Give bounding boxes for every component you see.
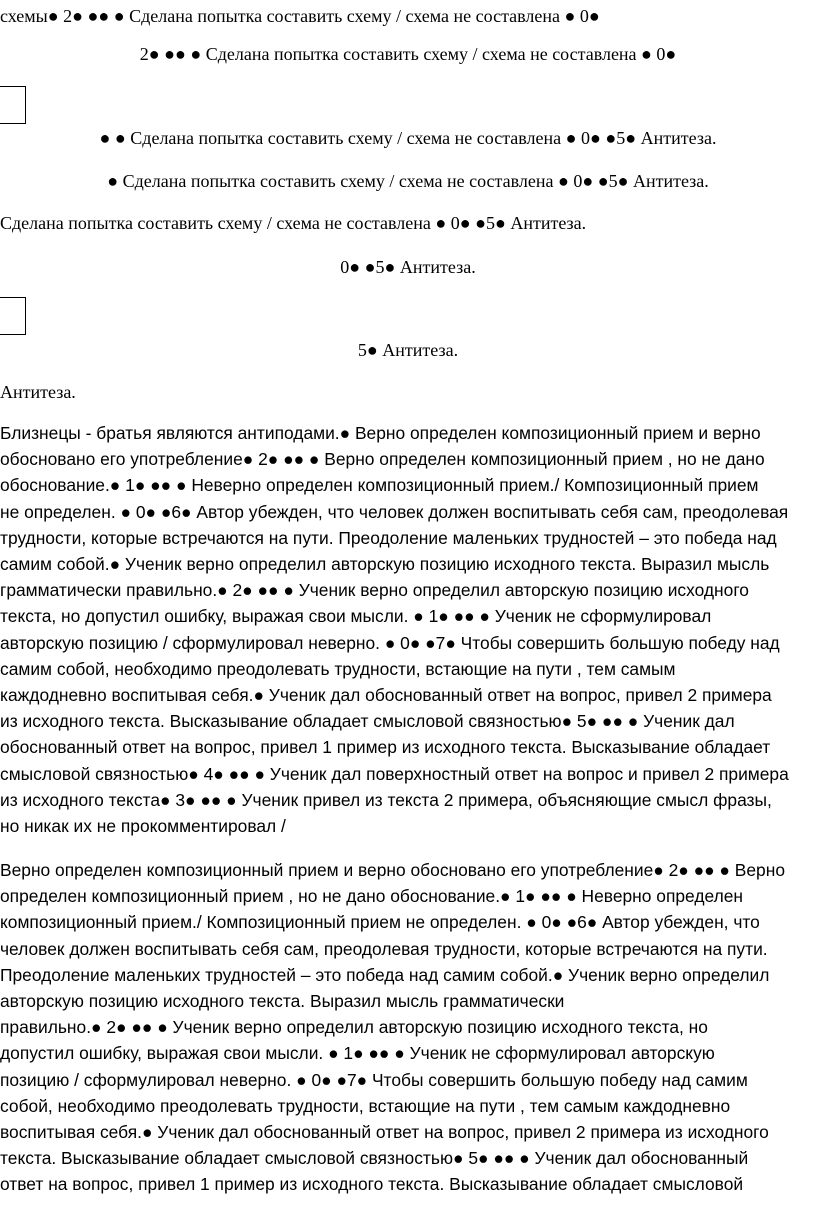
text-line: трудности, которые встречаются на пути. Преодоление маленьких трудностей – это победа над xyxy=(0,527,777,548)
text-line: человек должен воспитывать себя сам, преодолевая трудности, которые встречаются на пути. xyxy=(0,938,768,959)
paragraph-1 xyxy=(0,420,816,839)
fragment-line-1: схемы● 2● ●● ● Сделана попытка составить схему / схема не составлена ● 0● xyxy=(0,6,600,26)
fragment-line-6: 0● ●5● Антитеза. xyxy=(340,257,476,277)
fragment-line-5: Сделана попытка составить схему / схема не составлена ● 0● ●5● Антитеза. xyxy=(0,213,587,233)
empty-cell-box xyxy=(0,86,26,124)
fragment-line-2: 2● ●● ● Сделана попытка составить схему / схема не составлена ● 0● xyxy=(139,44,677,64)
fragment-line-7: 5● Антитеза. xyxy=(357,340,459,360)
text-line: ответ на вопрос, привел 1 пример из исходного текста. Высказывание обладает смысловой xyxy=(0,1174,744,1195)
text-line: авторскую позицию исходного текста. Выразил мысль грамматически xyxy=(0,991,565,1012)
text-line: грамматически правильно.● 2● ●● ● Ученик верно определил авторскую позицию исходного xyxy=(0,580,749,601)
text-line: правильно.● 2● ●● ● Ученик верно определил авторскую позицию исходного текста, но xyxy=(0,1017,708,1038)
text-line: композиционный прием./ Композиционный прием не определен. ● 0● ●6● Автор убежден, что xyxy=(0,912,760,933)
text-line: самим собой, необходимо преодолевать трудности, встающие на пути , тем самым xyxy=(0,658,676,679)
text-line: авторскую позицию / сформулировал неверно. ● 0● ●7● Чтобы совершить большую победу над xyxy=(0,632,780,653)
text-line: текста, но допустил ошибку, выражая свои мысли. ● 1● ●● ● Ученик не сформулировал xyxy=(0,606,712,627)
text-line: каждодневно воспитывая себя.● Ученик дал обоснованный ответ на вопрос, привел 2 примера xyxy=(0,685,772,706)
text-line: Близнецы - братья являются антиподами.● Верно определен композиционный прием и верно xyxy=(0,423,761,443)
text-line: самим собой.● Ученик верно определил авторскую позицию исходного текста. Выразил мысль xyxy=(0,554,770,575)
text-line: но никак их не прокомментировал / xyxy=(0,816,286,837)
text-line: позицию / сформулировал неверно. ● 0● ●7● Чтобы совершить большую победу над самим xyxy=(0,1069,748,1090)
text-line: смысловой связностью● 4● ●● ● Ученик дал поверхностный ответ на вопрос и привел 2 примера xyxy=(0,763,789,784)
text-line: из исходного текста. Высказывание обладает смысловой связностью● 5● ●● ● Ученик дал xyxy=(0,711,735,732)
text-line: обоснование.● 1● ●● ● Неверно определен композиционный прием./ Композиционный прием xyxy=(0,475,759,496)
paragraph-2 xyxy=(0,857,816,1198)
fragment-line-3: ● ● Сделана попытка составить схему / схема не составлена ● 0● ●5● Антитеза. xyxy=(99,128,717,148)
text-line: обосновано его употребление● 2● ●● ● Верно определен композиционный прием , но не дано xyxy=(0,449,765,470)
text-line: из исходного текста● 3● ●● ● Ученик привел из текста 2 примера, объясняющие смысл фразы, xyxy=(0,789,772,810)
text-line: воспитывая себя.● Ученик дал обоснованный ответ на вопрос, привел 2 примера из исходного xyxy=(0,1122,769,1143)
text-line: не определен. ● 0● ●6● Автор убежден, что человек должен воспитывать себя сам, преодолевая xyxy=(0,501,789,522)
text-line: допустил ошибку, выражая свои мысли. ● 1● ●● ● Ученик не сформулировал авторскую xyxy=(0,1043,715,1064)
text-line: Преодоление маленьких трудностей – это победа над самим собой.● Ученик верно определил xyxy=(0,964,770,985)
text-line: текста. Высказывание обладает смысловой связностью● 5● ●● ● Ученик дал обоснованный xyxy=(0,1148,749,1169)
empty-cell-box xyxy=(0,297,26,335)
text-line: обоснованный ответ на вопрос, привел 1 пример из исходного текста. Высказывание обладает xyxy=(0,737,771,758)
fragment-line-8: Антитеза. xyxy=(0,382,76,402)
text-line: собой, необходимо преодолевать трудности, встающие на пути , тем самым каждодневно xyxy=(0,1095,731,1116)
text-line: Верно определен композиционный прием и верно обосновано его употребление● 2● ●● ● Верно xyxy=(0,860,785,880)
text-line: определен композиционный прием , но не дано обоснование.● 1● ●● ● Неверно определен xyxy=(0,886,743,907)
fragment-line-4: ● Сделана попытка составить схему / схема не составлена ● 0● ●5● Антитеза. xyxy=(107,171,709,191)
